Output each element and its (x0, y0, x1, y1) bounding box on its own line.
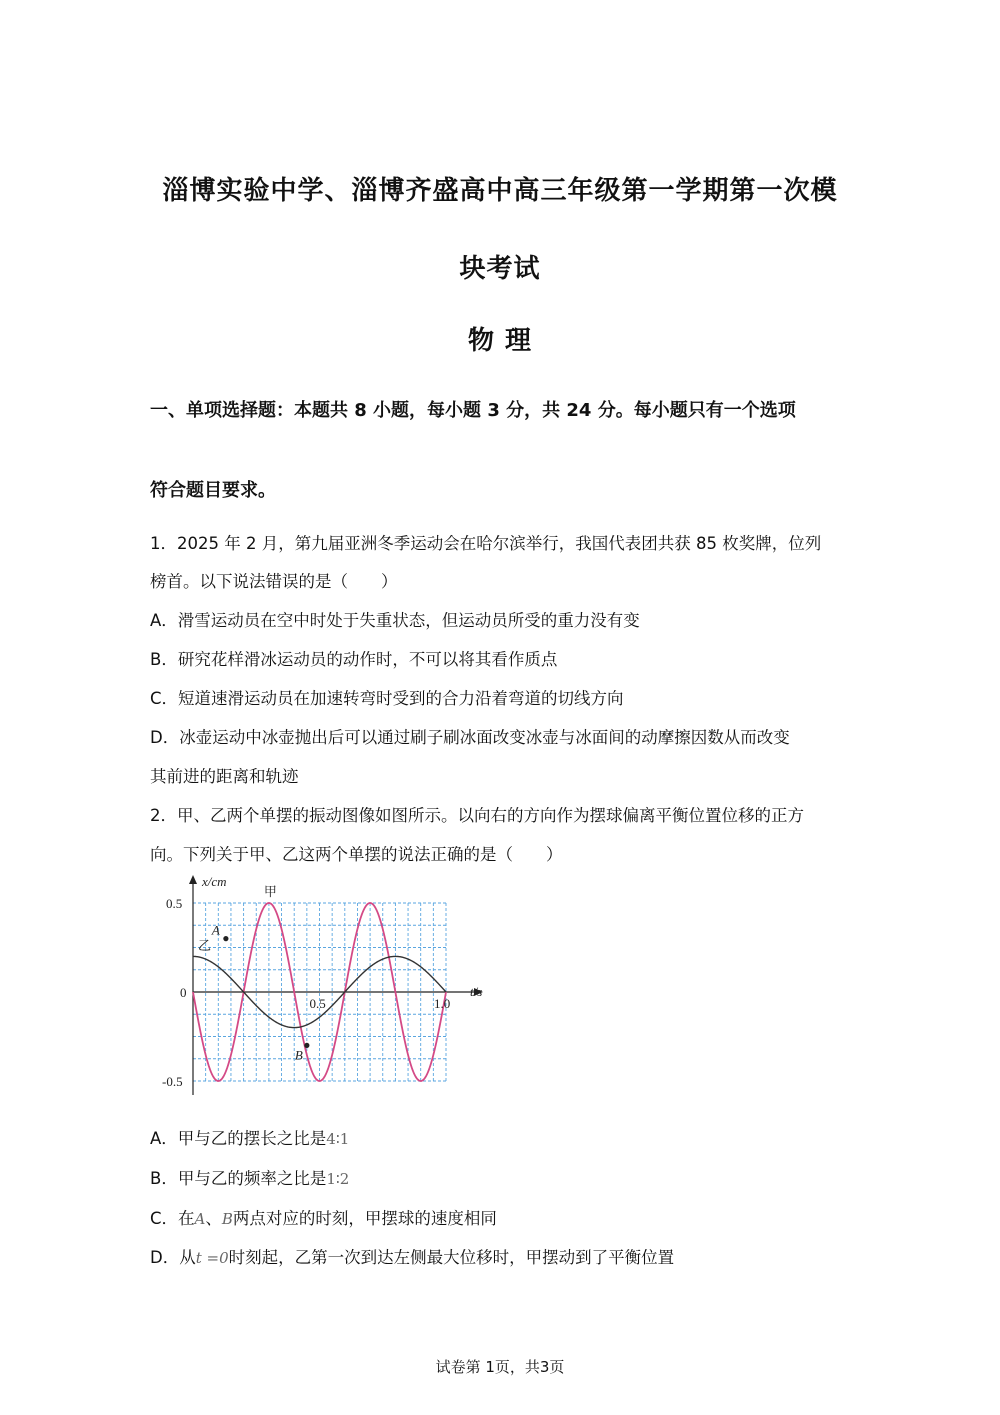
q1-option-b: B．研究花样滑冰运动员的动作时，不可以将其看作质点 (150, 650, 558, 669)
q2-option-b-text: B．甲与乙的频率之比是 (150, 1169, 327, 1188)
q2-option-a (150, 1125, 860, 1149)
vibration-graph (160, 870, 500, 1095)
q2-option-d-post: 时刻起，乙第一次到达左侧最大位移时，甲摆动到了平衡位置 (228, 1248, 675, 1267)
y-tick-label: 0 (180, 985, 187, 1000)
section-heading-line1: 一、单项选择题：本题共 8 小题，每小题 3 分，共 24 分。每小题只有一个选项 (150, 400, 796, 421)
q2-stem-line2: 向。下列关于甲、乙这两个单摆的说法正确的是（ ） (150, 845, 563, 864)
q2-option-d-time: t =0 (195, 1249, 229, 1267)
x-tick-label: 1.0 (434, 996, 451, 1011)
q2-option-d (150, 1244, 860, 1268)
y-tick-label: 0.5 (166, 896, 183, 911)
point-label: B (294, 1047, 303, 1063)
q2-option-c-point-b: B (221, 1210, 233, 1228)
point-A (223, 936, 228, 941)
q2-option-a-ratio: 4∶1 (326, 1130, 350, 1148)
q2-option-b (150, 1165, 860, 1189)
q2-option-c-sep: 、 (205, 1209, 222, 1228)
q1-option-d-line1: D．冰壶运动中冰壶抛出后可以通过刷子刷冰面改变冰壶与冰面间的动摩擦因数从而改变 (150, 728, 790, 747)
y-axis-label: x/cm (202, 874, 227, 889)
point-B (304, 1043, 309, 1048)
q1-option-d-line2: 其前进的距离和轨迹 (150, 767, 299, 786)
q2-option-c (150, 1205, 860, 1229)
y-axis-arrow (189, 875, 197, 884)
x-axis-label: t/s (470, 984, 483, 999)
q2-option-c-point-a: A (194, 1210, 206, 1228)
x-tick-label: 0.5 (309, 996, 326, 1011)
exam-title-line2: 块考试 (459, 254, 541, 284)
q2-option-b-ratio: 1∶2 (326, 1170, 350, 1188)
q2-option-d-pre: D．从 (150, 1248, 196, 1267)
exam-title-line1: 淄博实验中学、淄博齐盛高中高三年级第一学期第一次模 (162, 176, 838, 206)
point-label: A (211, 922, 220, 938)
y-tick-label: -0.5 (162, 1074, 183, 1089)
q2-option-c-pre: C．在 (150, 1209, 195, 1228)
graph-labels (162, 874, 482, 1089)
q2-option-c-post: 两点对应的时刻，甲摆球的速度相同 (232, 1209, 497, 1228)
q1-option-a: A．滑雪运动员在空中时处于失重状态，但运动员所受的重力没有变 (150, 611, 640, 630)
q2-option-a-text: A．甲与乙的摆长之比是 (150, 1129, 327, 1148)
series-label: 甲 (263, 884, 277, 899)
q1-stem-line2: 榜首。以下说法错误的是（ ） (150, 572, 398, 591)
q2-stem-line1: 2．甲、乙两个单摆的振动图像如图所示。以向右的方向作为摆球偏离平衡位置位移的正方 (150, 806, 804, 825)
q1-stem-line1: 1．2025 年 2 月，第九届亚洲冬季运动会在哈尔滨举行，我国代表团共获 85 枚奖牌，位列 (150, 534, 822, 553)
section-heading-line2: 符合题目要求。 (150, 480, 276, 501)
q1-option-c: C．短道速滑运动员在加速转弯时受到的合力沿着弯道的切线方向 (150, 689, 624, 708)
subject-title: 物 理 (467, 326, 533, 356)
series-label: 乙 (198, 938, 212, 953)
page-footer: 试卷第 1页，共3页 (435, 1358, 565, 1376)
